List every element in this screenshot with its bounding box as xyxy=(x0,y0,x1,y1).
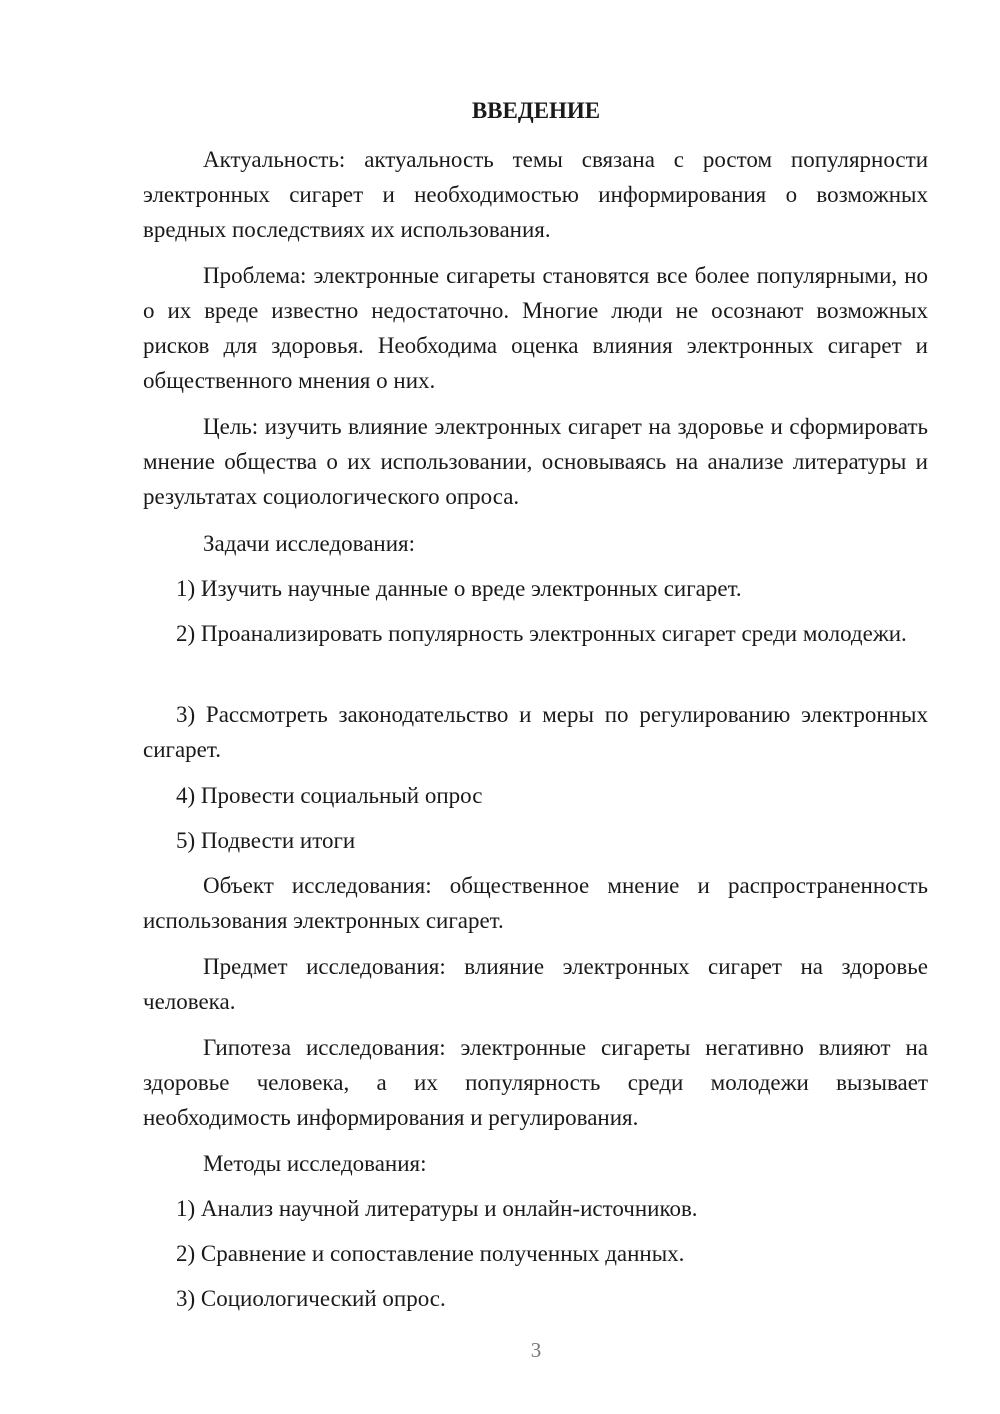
page-heading: ВВЕДЕНИЕ xyxy=(471,98,601,123)
list-item-method-2: 2) Сравнение и сопоставление полученных данных. xyxy=(176,1241,685,1266)
page-number: 3 xyxy=(530,1338,542,1362)
list-item-task-4: 4) Провести социальный опрос xyxy=(176,783,483,808)
paragraph-problem: Проблема: электронные сигареты становятся все более популярными, но о их вреде известно недостаточно. Многие люди не осознают возможных рисков для здоровья. Необходима оценка влияния электронных сигарет и общественного мнения о них. xyxy=(143,263,928,393)
list-item-method-3: 3) Социологический опрос. xyxy=(176,1286,446,1311)
list-item-method-1: 1) Анализ научной литературы и онлайн-источников. xyxy=(176,1196,698,1221)
paragraph-relevance: Актуальность: актуальность темы связана с ростом популярности электронных сигарет и необходимостью информирования о возможных вредных последствиях их использования. xyxy=(143,147,928,242)
list-item-task-5: 5) Подвести итоги xyxy=(176,828,356,853)
paragraph-methods-heading: Методы исследования: xyxy=(203,1151,427,1176)
list-item-task-1: 1) Изучить научные данные о вреде электронных сигарет. xyxy=(176,576,742,601)
paragraph-tasks-heading: Задачи исследования: xyxy=(203,531,416,556)
paragraph-goal: Цель: изучить влияние электронных сигарет на здоровье и сформировать мнение общества о их использовании, основываясь на анализе литературы и результатах социологического опроса. xyxy=(143,414,928,509)
paragraph-hypothesis: Гипотеза исследования: электронные сигареты негативно влияют на здоровье человека, а их популярность среди молодежи вызывает необходимость информирования и регулирования. xyxy=(143,1035,928,1130)
paragraph-subject: Предмет исследования: влияние электронных сигарет на здоровье человека. xyxy=(143,954,928,1014)
list-item-task-2: 2) Проанализировать популярность электронных сигарет среди молодежи. xyxy=(176,621,907,646)
paragraph-object: Объект исследования: общественное мнение и распространенность использования электронных сигарет. xyxy=(143,873,928,933)
list-item-task-3: 3) Рассмотреть законодательство и меры по регулированию электронных сигарет. xyxy=(143,702,928,762)
